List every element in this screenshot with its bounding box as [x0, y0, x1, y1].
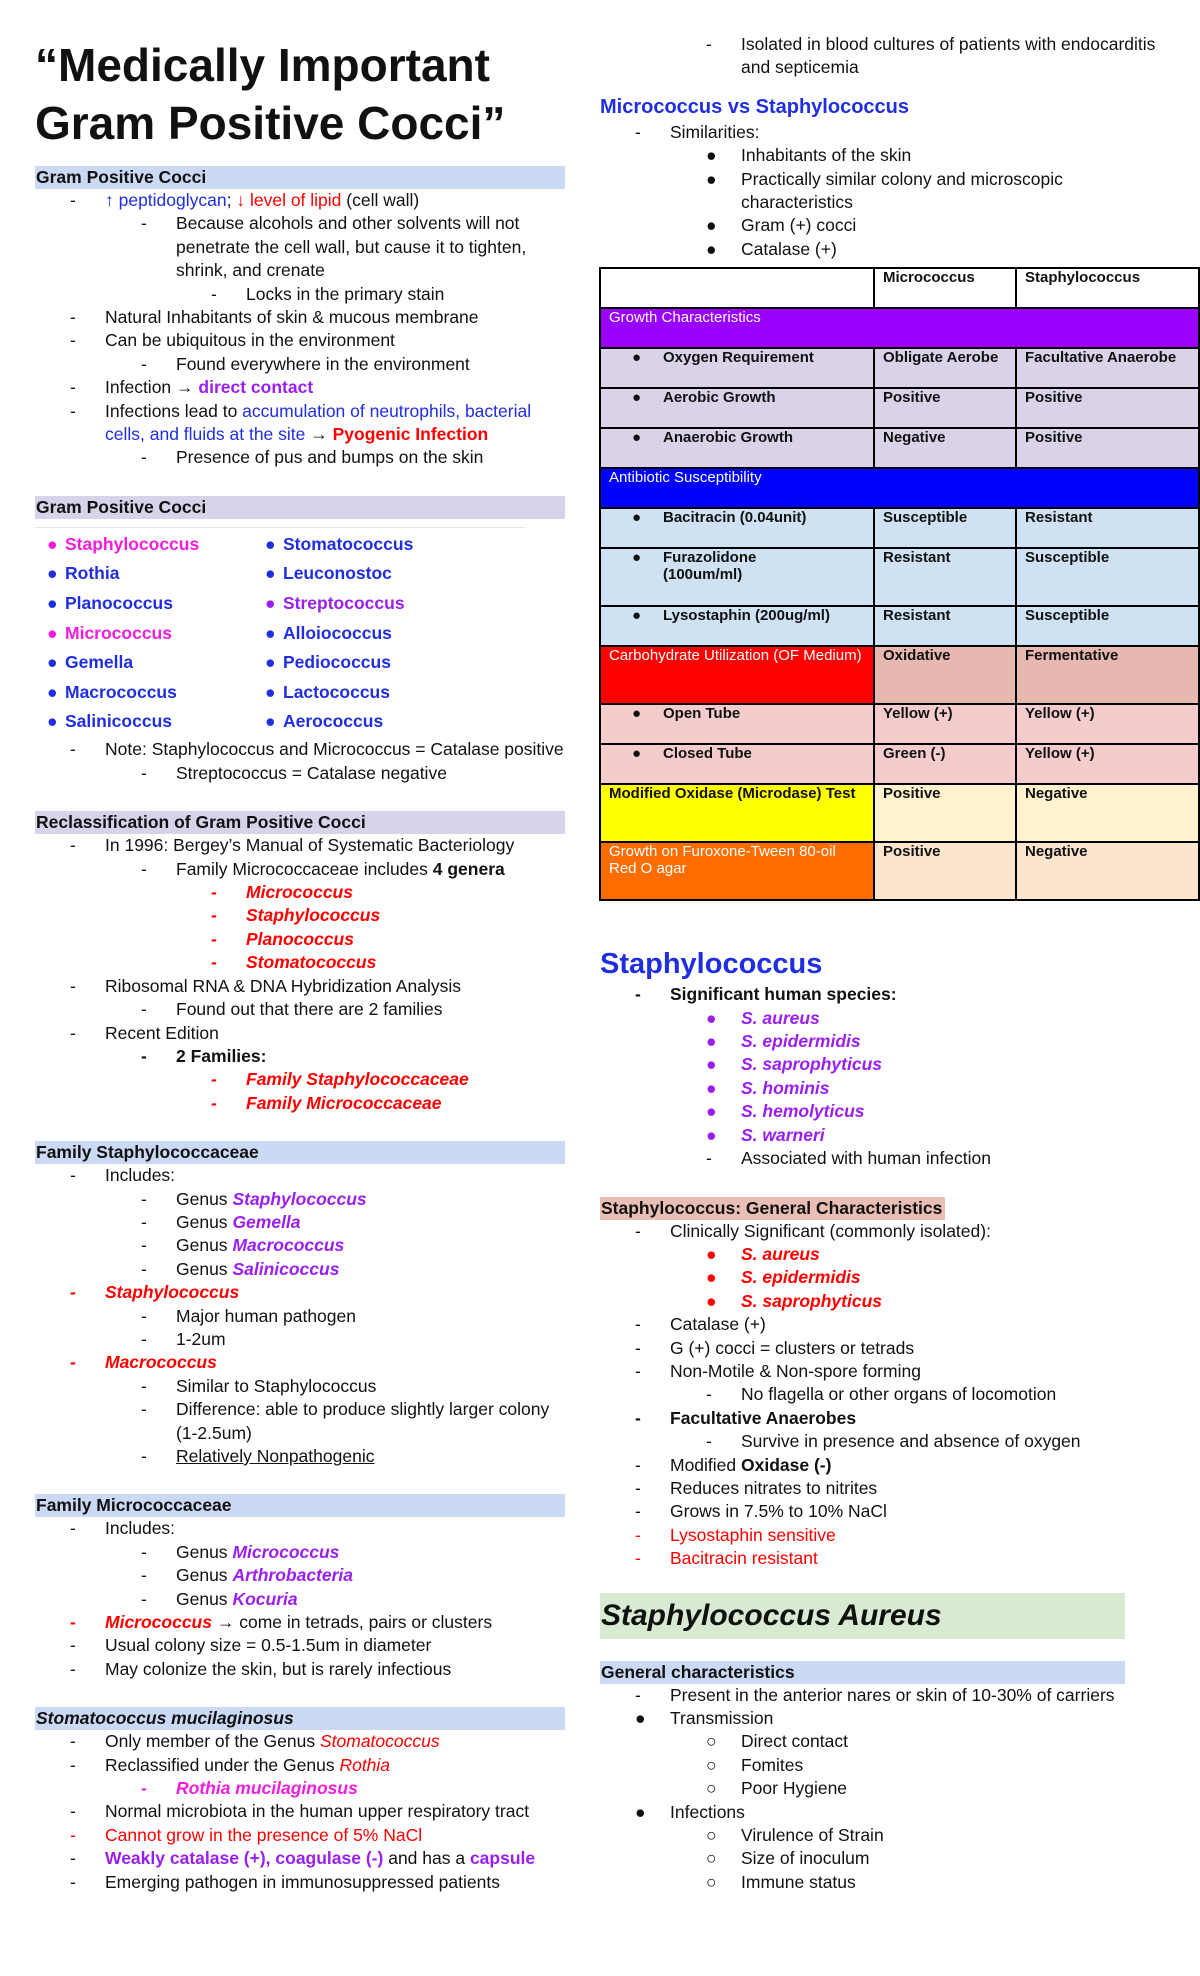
list-item: - Infection → direct contact	[70, 377, 314, 398]
list-item: - G (+) cocci = clusters or tetrads	[635, 1337, 915, 1358]
list-item: - Bacitracin resistant	[635, 1548, 818, 1569]
list-item: - Only member of the Genus Stomatococcus	[70, 1731, 440, 1752]
section-header-gpc-list: Gram Positive Cocci	[35, 496, 565, 519]
list-item: - Genus Macrococcus	[141, 1235, 345, 1256]
list-item: - Non-Motile & Non-spore forming	[635, 1360, 921, 1381]
genus-item: ● Leuconostoc	[265, 563, 392, 584]
list-item: ● S. aureus	[706, 1007, 820, 1028]
list-item: - Facultative Anaerobes	[635, 1407, 857, 1428]
list-item: - Rothia mucilaginosus	[141, 1778, 358, 1799]
section-header-aureus-general: General characteristics	[600, 1661, 1125, 1684]
list-item: - Found out that there are 2 families	[141, 999, 443, 1020]
genus-item: ● Planococcus	[47, 593, 173, 614]
list-item: - Found everywhere in the environment	[141, 353, 470, 374]
list-item: ● Catalase (+)	[706, 238, 837, 259]
list-item: - Similar to Staphylococcus	[141, 1375, 377, 1396]
list-item: ● Inhabitants of the skin	[706, 145, 912, 166]
list-item: - Ribosomal RNA & DNA Hybridization Analysis	[70, 975, 461, 996]
table-row: ● Oxygen Requirement Obligate Aerobe Facultative Anaerobe	[600, 348, 1199, 388]
list-item: - Major human pathogen	[141, 1305, 356, 1326]
genus-item: ● Alloiococcus	[265, 622, 392, 643]
list-item: - Grows in 7.5% to 10% NaCl	[635, 1501, 887, 1522]
comparison-table	[599, 267, 1200, 901]
genus-item: ● Macrococcus	[47, 681, 177, 702]
list-item: ○ Poor Hygiene	[706, 1778, 848, 1799]
list-item: - Reclassified under the Genus Rothia	[70, 1754, 391, 1775]
section-header-general: Staphylococcus: General Characteristics	[600, 1197, 945, 1220]
list-item: ● Infections	[635, 1801, 745, 1822]
list-item: - Staphylococcus	[211, 905, 381, 926]
left-column	[35, 0, 565, 1894]
section-header-gpc: Gram Positive Cocci	[35, 166, 565, 189]
genus-item: ● Salinicoccus	[47, 711, 172, 732]
list-item: - In 1996: Bergey’s Manual of Systematic Bacteriology	[70, 835, 515, 856]
list-item: - Difference: able to produce slightly larger colony (1-2.5um)	[141, 1399, 550, 1443]
genus-grid	[35, 527, 525, 733]
list-item: ● Transmission	[635, 1708, 774, 1728]
list-item: - Includes:	[70, 1165, 176, 1186]
list-item: - Note: Staphylococcus and Micrococcus = Catalase positive	[70, 739, 564, 760]
staph-title: Staphylococcus	[600, 948, 823, 981]
list-item: - Genus Staphylococcus	[141, 1188, 367, 1209]
table-row: ● Closed Tube Green (-) Yellow (+)	[600, 744, 1199, 784]
genus-item: ● Gemella	[47, 652, 134, 673]
list-item: - Micrococcus	[211, 882, 353, 903]
list-item: ● S. saprophyticus	[706, 1054, 883, 1075]
list-item: - Staphylococcus	[70, 1282, 240, 1303]
list-item: - Weakly catalase (+), coagulase (-) and has a capsule	[70, 1848, 536, 1869]
list-item: - Significant human species:	[635, 984, 897, 1005]
right-column	[600, 0, 1200, 1894]
list-item: - Normal microbiota in the human upper respiratory tract	[70, 1801, 530, 1822]
list-item: ○ Immune status	[706, 1871, 856, 1892]
list-item: ● S. epidermidis	[706, 1267, 861, 1288]
table-row: Growth on Furoxone-Tween 80-oil Red O agar Positive Negative	[600, 842, 1199, 900]
list-item: - Presence of pus and bumps on the skin	[141, 447, 484, 468]
list-item: - Genus Gemella	[141, 1211, 301, 1232]
table-row: ● Lysostaphin (200ug/ml) Resistant Susceptible	[600, 606, 1199, 646]
section-header-reclass: Reclassification of Gram Positive Cocci	[35, 811, 565, 834]
list-item: - Genus Kocuria	[141, 1588, 298, 1609]
table-row: Antibiotic Susceptibility	[600, 468, 1199, 508]
list-item: - Micrococcus → come in tetrads, pairs or clusters	[70, 1612, 493, 1633]
table-row: Modified Oxidase (Microdase) Test Positive Negative	[600, 784, 1199, 842]
genus-item: ● Streptococcus	[265, 593, 405, 614]
list-item: - Clinically Significant (commonly isolated):	[635, 1220, 991, 1241]
list-item: - No flagella or other organs of locomotion	[706, 1384, 1057, 1405]
list-item: - May colonize the skin, but is rarely infectious	[70, 1658, 452, 1679]
list-item: - 2 Families:	[141, 1045, 267, 1066]
list-item: - Stomatococcus	[211, 952, 377, 973]
list-item: - Relatively Nonpathogenic	[141, 1446, 375, 1466]
list-item: - Genus Salinicoccus	[141, 1258, 340, 1279]
list-item: - Usual colony size = 0.5-1.5um in diameter	[70, 1635, 432, 1656]
list-item: ● Practically similar colony and microscopic characteristics	[706, 168, 1063, 213]
list-item: - Similarities:	[635, 121, 760, 142]
list-item: - Family Micrococcaceae	[211, 1092, 442, 1113]
table-row: Carbohydrate Utilization (OF Medium) Oxidative Fermentative	[600, 646, 1199, 704]
table-row: ● Bacitracin (0.04unit) Susceptible Resistant	[600, 508, 1199, 548]
list-item: - Associated with human infection	[706, 1148, 991, 1169]
list-item: - Lysostaphin sensitive	[635, 1524, 836, 1545]
table-row: ● Anaerobic Growth Negative Positive	[600, 428, 1199, 468]
list-item: - Infections lead to accumulation of neutrophils, bacterial cells, and fluids at the site → Pyogenic Infection	[70, 400, 532, 445]
vs-title: Micrococcus vs Staphylococcus	[600, 95, 910, 118]
list-item: ○ Fomites	[706, 1754, 804, 1775]
genus-item: ● Aerococcus	[265, 711, 384, 732]
page-title: “Medically Important Gram Positive Cocci”	[35, 39, 506, 149]
list-item: - Genus Arthrobacteria	[141, 1565, 354, 1586]
genus-item: ● Pediococcus	[265, 652, 391, 673]
table-row: ● Open Tube Yellow (+) Yellow (+)	[600, 704, 1199, 744]
list-item: - Present in the anterior nares or skin of 10-30% of carriers	[635, 1684, 1115, 1705]
list-item: - Because alcohols and other solvents will not penetrate the cell wall, but cause it to tighten, shrink, and crenate	[141, 213, 527, 281]
list-item: - Locks in the primary stain	[211, 283, 445, 304]
list-item: ○ Virulence of Strain	[706, 1825, 884, 1846]
list-item: ● S. saprophyticus	[706, 1290, 883, 1311]
list-item: - Recent Edition	[70, 1022, 219, 1043]
list-item: - Cannot grow in the presence of 5% NaCl	[70, 1824, 423, 1845]
list-item: - Can be ubiquitous in the environment	[70, 330, 395, 351]
section-header-staphylococcaceae: Family Staphylococcaceae	[35, 1141, 565, 1164]
list-item: ● S. aureus	[706, 1243, 820, 1264]
list-item: - Macrococcus	[70, 1352, 217, 1373]
table-row: Growth Characteristics	[600, 308, 1199, 348]
list-item: - Catalase (+)	[635, 1314, 766, 1335]
list-item: - Planococcus	[211, 928, 354, 949]
list-item: - Streptococcus = Catalase negative	[141, 762, 447, 783]
list-item: - ↑ peptidoglycan; ↓ level of lipid (cell wall)	[70, 190, 420, 210]
table-row: Micrococcus Staphylococcus	[600, 268, 1199, 308]
genus-item: ● Staphylococcus	[47, 533, 200, 554]
list-item: ● S. hominis	[706, 1077, 830, 1098]
list-item: - Modified Oxidase (-)	[635, 1454, 832, 1475]
list-item: ● Gram (+) cocci	[706, 215, 857, 236]
list-item: ○ Direct contact	[706, 1731, 848, 1752]
list-item: - Emerging pathogen in immunosuppressed patients	[70, 1871, 500, 1892]
aureus-title: Staphylococcus Aureus	[600, 1593, 1125, 1639]
list-item: ● S. hemolyticus	[706, 1101, 865, 1122]
list-item: - Isolated in blood cultures of patients with endocarditis and septicemia	[706, 34, 1156, 78]
table-row: ● Aerobic Growth Positive Positive	[600, 388, 1199, 428]
list-item: ● S. epidermidis	[706, 1031, 861, 1052]
table-row: ● Furazolidone (100um/ml) Resistant Susceptible	[600, 548, 1199, 606]
section-header-micrococcaceae: Family Micrococcaceae	[35, 1494, 565, 1517]
genus-item: ● Lactococcus	[265, 681, 390, 702]
genus-item: ● Rothia	[47, 563, 120, 584]
section-header-stomatococcus: Stomatococcus mucilaginosus	[35, 1707, 565, 1730]
genus-item: ● Stomatococcus	[265, 533, 414, 554]
list-item: ○ Size of inoculum	[706, 1848, 870, 1869]
list-item: - 1-2um	[141, 1328, 226, 1349]
list-item: - Reduces nitrates to nitrites	[635, 1477, 878, 1498]
list-item: - Natural Inhabitants of skin & mucous membrane	[70, 307, 479, 328]
list-item: - Genus Micrococcus	[141, 1541, 340, 1562]
list-item: - Family Micrococcaceae includes 4 genera	[141, 858, 505, 879]
genus-item: ● Micrococcus	[47, 622, 172, 643]
list-item: - Family Staphylococcaceae	[211, 1069, 469, 1090]
list-item: - Survive in presence and absence of oxygen	[706, 1431, 1081, 1452]
list-item: ● S. warneri	[706, 1124, 825, 1145]
list-item: - Includes:	[70, 1518, 176, 1539]
